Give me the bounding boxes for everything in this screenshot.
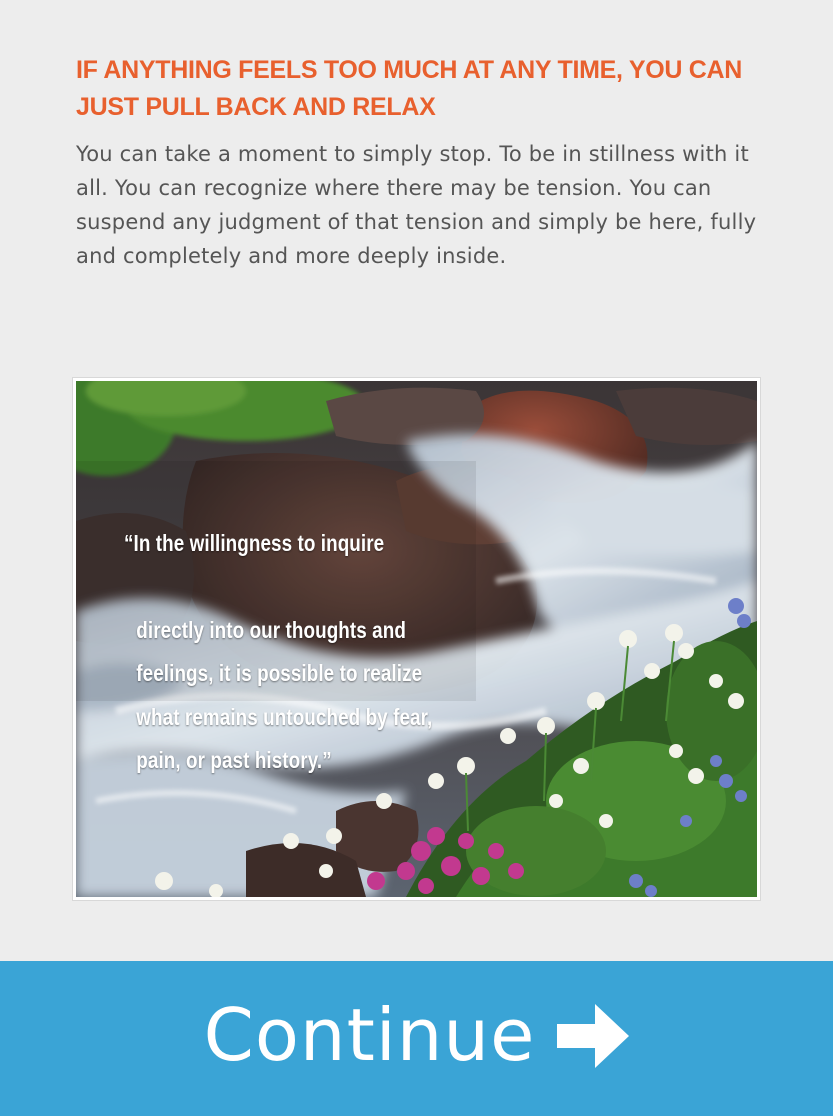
quote-first-line: “In the willingness to inquire	[124, 529, 385, 556]
quote-body: directly into our thoughts and feelings, it is possible to realize what remains untouched by fear, pain, or past history.”	[136, 616, 433, 773]
section-body-text: You can take a moment to simply stop. To be in stillness with it all. You can recognize where there may be tension. You can suspend any judgment of that tension and simply be here, fully and completely and more deeply inside.	[76, 142, 757, 268]
continue-label: Continue	[203, 992, 536, 1077]
inspirational-quote	[124, 478, 452, 826]
section-heading: IF ANYTHING FEELS TOO MUCH AT ANY TIME, YOU CAN JUST PULL BACK AND RELAX	[76, 56, 743, 121]
arrow-right-icon	[557, 1004, 629, 1068]
continue-button[interactable]	[0, 961, 833, 1116]
